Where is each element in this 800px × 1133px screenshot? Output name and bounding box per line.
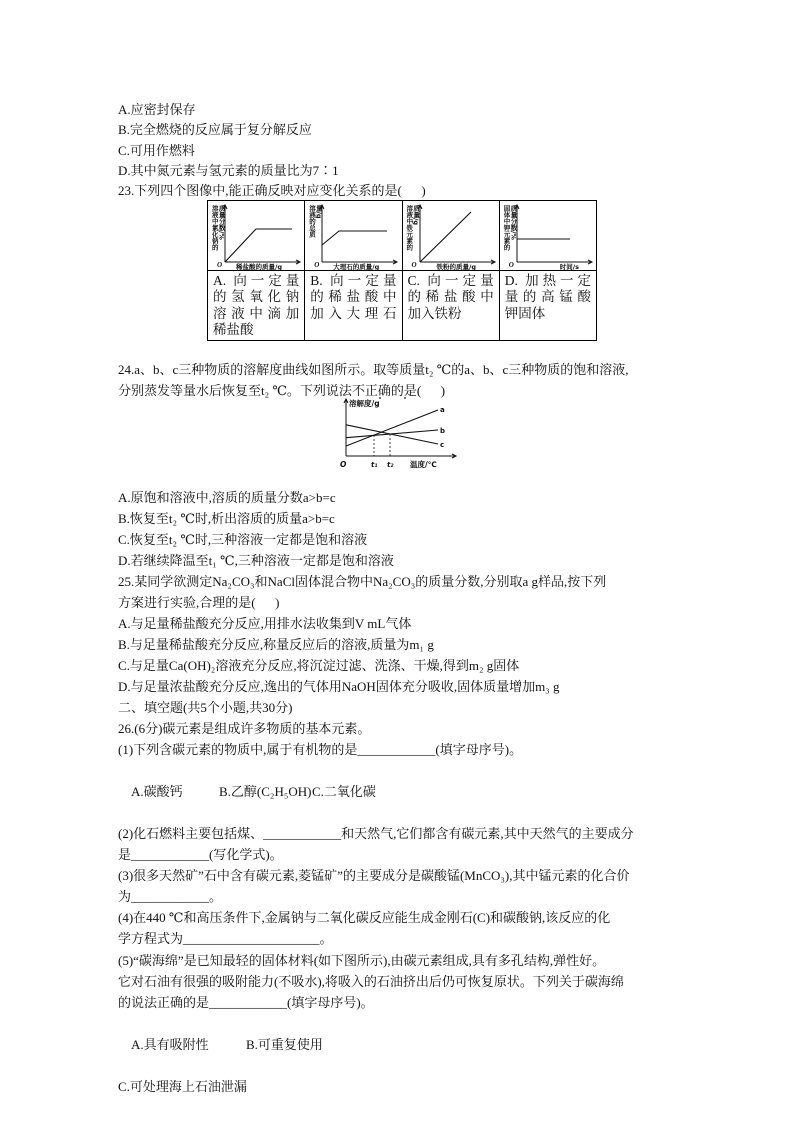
q26-p1-option-a: A.碳酸钙 xyxy=(131,784,183,800)
graph-a-origin: O xyxy=(217,261,223,269)
q25-option-a: A.与足量稀盐酸充分反应,用排水法收集到V mL气体 xyxy=(118,615,412,631)
caption-a-line: 溶液中滴加 xyxy=(213,305,300,321)
q23-caption-c xyxy=(402,271,499,341)
q23-caption-b xyxy=(305,271,402,341)
q22-option-c: C.可用作燃料 xyxy=(118,142,195,158)
q26-p5-options xyxy=(118,1013,634,1076)
q22-options-block xyxy=(118,100,426,201)
caption-b-line: 的稀盐酸中 xyxy=(310,289,397,305)
q22-option-a: A.应密封保存 xyxy=(118,102,196,117)
caption-d-line: D. 加热一定 xyxy=(504,273,591,288)
q26-p5-line: 它对石油有很强的吸附能力(不吸水),将吸入的石油挤出后仍可恢复原状。下列关于碳海绵 xyxy=(118,973,624,989)
main-text-block xyxy=(118,487,634,1097)
graph-b-y-label: 溶液的总质量/g xyxy=(308,205,323,238)
q22-option-b: B.完全燃烧的反应属于复分解反应 xyxy=(118,122,312,138)
q24-stem-line: 24.a、b、c三种物质的溶解度曲线如图所示。取等质量t₂ ℃的a、b、c三种物质的饱和溶液, xyxy=(118,362,629,377)
q26-p5-option-c: C.可处理海上石油泄漏 xyxy=(118,1078,247,1094)
graph-d-x-label: 时间/s xyxy=(559,262,579,271)
sol-y-label: 溶解度/g xyxy=(349,399,380,408)
graph-a-curve xyxy=(225,229,292,262)
q26-p5-option-a: A.具有吸附性 xyxy=(131,1036,209,1052)
q23-graph-table xyxy=(207,200,597,341)
caption-d-line: 钾固体 xyxy=(504,305,546,321)
graph-c-x-label: 铁粉的质量/g xyxy=(436,262,477,271)
q26-p1-option-c: C.二氧化碳 xyxy=(312,784,376,800)
caption-b-line: B. 向一定量 xyxy=(310,273,397,288)
q26-p3-line: (3)很多天然矿”石中含有碳元素,菱锰矿”的主要成分是碳酸锰(MnCO₃),其中锰元素的化合价 xyxy=(118,868,630,884)
q22-option-d: D.其中氮元素与氢元素的质量比为7∶1 xyxy=(118,162,339,178)
q23-caption-a xyxy=(208,271,305,341)
q26-p3-line: 为____________。 xyxy=(118,889,223,905)
q23-caption-row xyxy=(208,271,597,341)
q24-option-a: A.原饱和溶液中,溶质的质量分数a>b=c xyxy=(118,489,336,505)
caption-a-line: A. 向一定量 xyxy=(213,273,300,288)
q25-option-c: C.与足量Ca(OH)₂溶液充分反应,将沉淀过滤、洗涤、干燥,得到m₂ g固体 xyxy=(118,657,520,673)
graph-c-y-label: 溶液中铁元素的质量/g xyxy=(405,205,421,251)
q26-title: 26.(6分)碳元素是组成许多物质的基本元素。 xyxy=(118,721,371,737)
q26-p1: (1)下列含碳元素的物质中,属于有机物的是____________(填字母序号)。 xyxy=(118,742,523,758)
q24-solubility-figure xyxy=(340,396,465,472)
q24-stem-line: 分别蒸发等量水后恢复至t₂ ℃。下列说法不正确的是( ) xyxy=(118,382,446,398)
caption-b-line: 加入大理石 xyxy=(310,305,397,321)
caption-c-line: 的稀盐酸中 xyxy=(407,289,494,305)
q26-p5-line: 的说法正确的是____________(填字母序号)。 xyxy=(118,994,374,1010)
q23-caption-d xyxy=(499,271,596,341)
graph-b-x-label: 大理石的质量/g xyxy=(333,262,380,271)
q26-p2-line: (2)化石燃料主要包括煤、____________和天然气,它们都含有碳元素,其中天然气的主要成分 xyxy=(118,826,634,842)
q23-graph-c xyxy=(402,201,499,271)
q24-option-c: C.恢复至t₂ ℃时,三种溶液一定都是饱和溶液 xyxy=(118,531,368,547)
q23-graph-b xyxy=(305,201,402,271)
curve-a-label: a xyxy=(440,406,445,414)
graph-c-curve xyxy=(420,212,471,262)
q26-p4-line: (4)在440 ℃和高压条件下,金属钠与二氧化碳反应能生成金刚石(C)和碳酸钠,该反应的化 xyxy=(118,910,611,926)
q24-option-d: D.若继续降温至t₁ ℃,三种溶液一定都是饱和溶液 xyxy=(118,552,394,568)
q25-option-d: D.与足量浓盐酸充分反应,逸出的气体用NaOH固体充分吸收,固体质量增加m₃ g xyxy=(118,678,560,694)
q25-option-b: B.与足量稀盐酸充分反应,称量反应后的溶液,质量为m₁ g xyxy=(118,636,434,652)
sol-x-label: 温度/℃ xyxy=(410,460,437,469)
q24-option-b: B.恢复至t₂ ℃时,析出溶质的质量a>b=c xyxy=(118,510,335,526)
caption-c-line: C. 向一定量 xyxy=(407,273,494,288)
graph-b-origin: O xyxy=(314,261,320,269)
graph-b-curve xyxy=(322,231,387,245)
q25-stem-line: 方案进行实验,合理的是( ) xyxy=(118,594,280,610)
caption-c-line: 加入铁粉 xyxy=(407,305,462,321)
q25-stem-line: 25.某同学欲测定Na₂CO₃和NaCl固体混合物中Na₂CO₃的质量分数,分别取a g样品,按下列 xyxy=(118,573,607,589)
curve-b-label: b xyxy=(440,427,446,435)
q26-p4-line: 学方程式为_____________________。 xyxy=(118,931,333,947)
q23-graph-row xyxy=(208,201,597,271)
q26-p1-options xyxy=(118,760,634,823)
q26-p5-option-b: B.可重复使用 xyxy=(246,1036,323,1052)
section2-title: 二、填空题(共5个小题,共30分) xyxy=(118,699,293,715)
t1-label: t₁ xyxy=(371,461,378,469)
sol-origin: O xyxy=(340,460,347,469)
caption-a-line: 的氢氧化钠 xyxy=(213,289,300,305)
t2-label: t₂ xyxy=(387,461,394,469)
figure-dot xyxy=(404,397,406,399)
graph-c-origin: O xyxy=(411,261,417,269)
caption-a-line: 稀盐酸 xyxy=(213,321,254,337)
caption-d-line: 量的高锰酸 xyxy=(504,289,591,305)
q26-p2-line: 是____________(写化学式)。 xyxy=(118,847,283,863)
graph-a-y-label: 溶液中氯化钠的质量分数/% xyxy=(210,205,226,251)
q23-graph-d xyxy=(499,201,596,271)
graph-d-origin: O xyxy=(508,261,514,269)
q26-p1-option-b: B.乙醇(C₂H₅OH) xyxy=(219,784,312,800)
q23-graph-a xyxy=(208,201,305,271)
q26-p5-line: (5)“碳海绵”是已知最轻的固体材料(如下图所示),由碳元素组成,具有多孔结构,弹性好。 xyxy=(118,952,606,968)
q23-stem: 23.下列四个图像中,能正确反映对应变化关系的是( ) xyxy=(118,183,426,199)
curve-c-label: c xyxy=(440,441,445,449)
graph-a-x-label: 稀盐酸的质量/g xyxy=(236,262,283,271)
graph-d-y-label: 固体中钾元素的质量分数/% xyxy=(502,205,518,251)
q24-stem-block xyxy=(118,360,629,401)
